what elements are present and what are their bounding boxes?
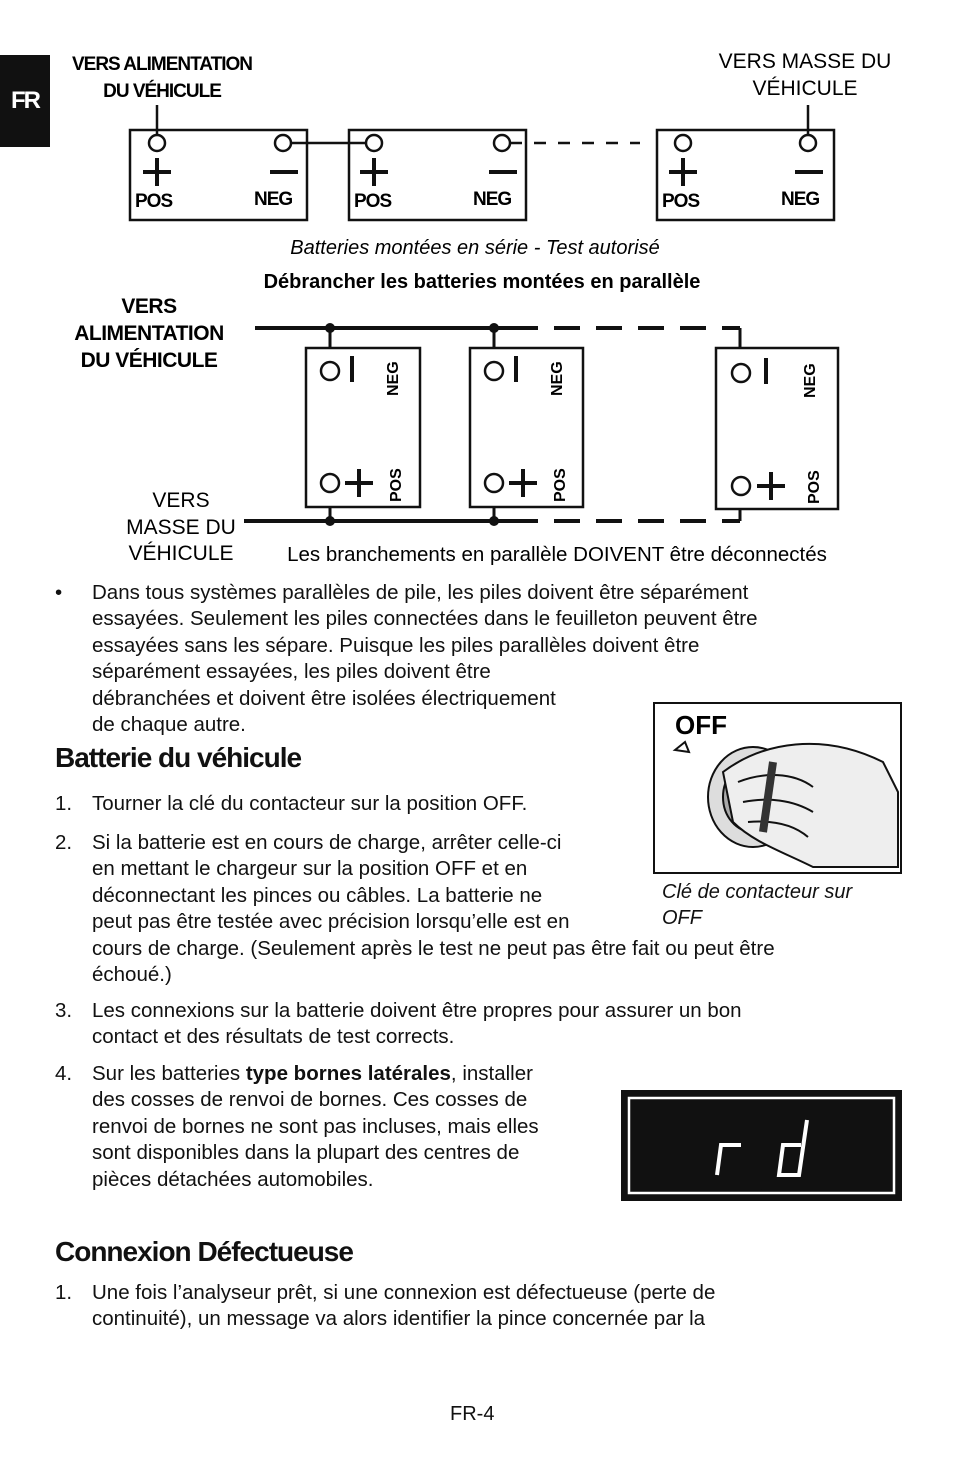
text-line: continuité), un message va alors identifier la pince concernée par la (92, 1307, 706, 1331)
neg-label: NEG (549, 361, 566, 396)
text-line: Clé de contacteur sur (662, 881, 853, 903)
battery-3 (662, 135, 823, 212)
pos-label: POS (354, 191, 392, 212)
text-line: essayées sans les sépare. Puisque les piles parallèles doivent être (92, 633, 700, 657)
text-run: , installer (450, 1062, 533, 1085)
item-1 (92, 791, 527, 817)
battery-2 (354, 135, 517, 212)
neg-label: NEG (254, 189, 293, 210)
pos-label: POS (662, 191, 700, 212)
ignition-caption (662, 879, 852, 931)
text-line: renvoi de bornes ne sont pas incluses, mais elles (92, 1114, 539, 1138)
language-label: FR (11, 87, 39, 114)
lcd-display (621, 1090, 902, 1201)
text-line: Si la batterie est en cours de charge, arrêter celle-ci (92, 831, 562, 854)
series-label-right-2: VÉHICULE (752, 77, 858, 100)
text-line: essayées. Seulement les piles connectées dans le feuilleton peuvent être (92, 607, 758, 631)
bullet-symbol: • (55, 581, 63, 604)
text-line: des cosses de renvoi de bornes. Ces cosses de (92, 1088, 528, 1112)
item-number: 4. (55, 1062, 73, 1085)
parallel-label-top-2: ALIMENTATION (74, 322, 224, 345)
text-line: sont disponibles dans la plupart des centres de (92, 1141, 520, 1165)
battery-1 (135, 135, 298, 212)
series-caption: Batteries montées en série - Test autorisé (290, 237, 660, 259)
parallel-label-bottom-3: VÉHICULE (128, 542, 234, 565)
text-line: Tourner la clé du contacteur sur la position OFF. (92, 792, 528, 815)
text-run: Sur les batteries (92, 1062, 246, 1085)
off-label: OFF (675, 710, 727, 740)
parallel-label-bottom-2: MASSE DU (126, 516, 236, 539)
parallel-caption: Les branchements en parallèle DOIVENT être déconnectés (287, 543, 827, 566)
parallel-title: Débrancher les batteries montées en parallèle (263, 271, 701, 293)
pos-label: POS (135, 191, 173, 212)
text-line: OFF (662, 907, 702, 929)
item-4 (92, 1061, 539, 1193)
item-number: 1. (55, 792, 73, 815)
section-heading-batterie: Batterie du véhicule (55, 742, 302, 773)
text-line: Une fois l’analyseur prêt, si une connexion est défectueuse (perte de (92, 1281, 716, 1304)
parallel-label-bottom-1: VERS (152, 489, 210, 512)
series-battery-diagram (0, 0, 954, 300)
ignition-key-image (653, 702, 902, 874)
neg-label: NEG (385, 361, 402, 396)
neg-label: NEG (781, 189, 820, 210)
text-line: peut pas être testée avec précision lorsqu’elle est en (92, 910, 570, 934)
page-number: FR-4 (450, 1403, 495, 1425)
text-line: séparément essayées, les piles doivent être (92, 660, 491, 684)
item-3 (92, 998, 742, 1051)
parallel-label-top-1: VERS (121, 295, 177, 318)
text-line: Dans tous systèmes parallèles de pile, les piles doivent être séparément (92, 581, 749, 604)
parallel-battery-diagram (0, 290, 954, 575)
neg-label: NEG (473, 189, 512, 210)
item-number: 2. (55, 831, 73, 854)
text-line: de chaque autre. (92, 713, 246, 737)
text-line: en mettant le chargeur sur la position OFF et en (92, 857, 528, 881)
parallel-label-top-3: DU VÉHICULE (80, 349, 218, 372)
series-label-left-2: DU VÉHICULE (103, 81, 221, 102)
text-line: Les connexions sur la batterie doivent être propres pour assurer un bon (92, 999, 742, 1022)
bold-term: type bornes latérales (245, 1062, 451, 1085)
lcd-text: rd (761, 1190, 762, 1191)
neg-label: NEG (802, 363, 819, 398)
text-line: débranchées et doivent être isolées électriquement (92, 686, 556, 710)
text-line: déconnectant les pinces ou câbles. La batterie ne (92, 883, 543, 907)
item-connexion-1 (92, 1280, 715, 1333)
text-line: cours de charge. (Seulement après le test ne peut pas être fait ou peut être (92, 936, 775, 960)
text-line: échoué.) (92, 963, 172, 987)
text-line: pièces détachées automobiles. (92, 1167, 374, 1191)
item-number: 1. (55, 1281, 73, 1304)
section-heading-connexion: Connexion Défectueuse (55, 1236, 353, 1267)
series-label-right-1: VERS MASSE DU (718, 50, 892, 73)
pos-label: POS (552, 468, 569, 502)
text-line: contact et des résultats de test corrects. (92, 1025, 455, 1049)
text-line (92, 1061, 539, 1087)
pos-label: POS (806, 470, 823, 504)
series-label-left-1: VERS ALIMENTATION (71, 54, 253, 75)
item-number: 3. (55, 999, 73, 1022)
pos-label: POS (388, 468, 405, 502)
